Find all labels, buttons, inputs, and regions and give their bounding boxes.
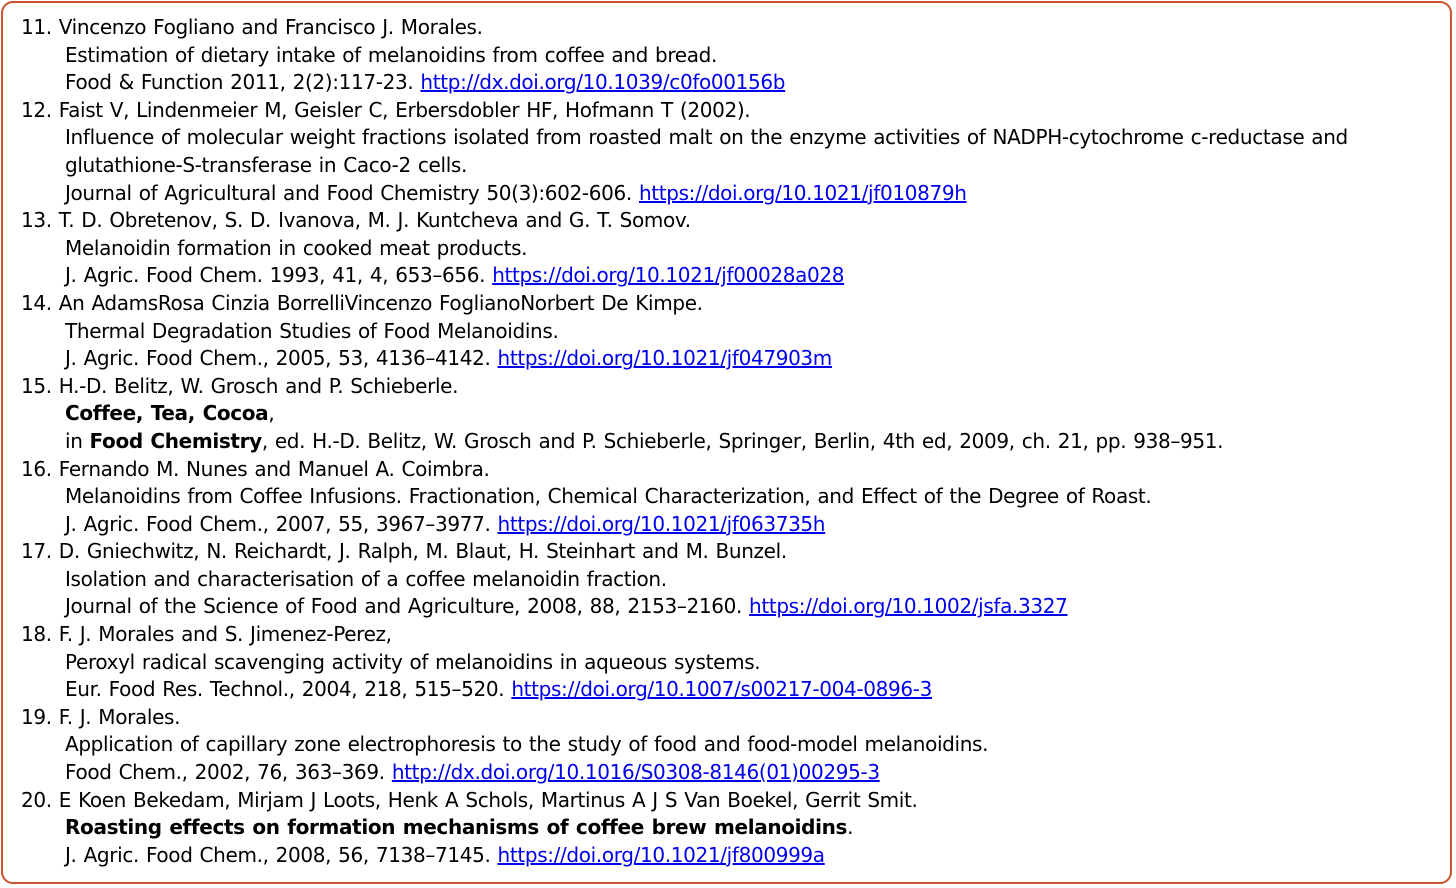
reference-title: Isolation and characterisation of a coffee melanoidin fraction. [65,566,667,591]
title-punctuation: , [268,401,275,426]
reference-authors: T. D. Obretenov, S. D. Ivanova, M. J. Kuntcheva and G. T. Somov. [58,208,691,233]
reference-title: Roasting effects on formation mechanisms of coffee brew melanoidins [65,815,848,840]
reference-source: Food Chem., 2002, 76, 363–369. [65,760,385,785]
reference-title: Application of capillary zone electrophoresis to the study of food and food-model melanoidins. [65,732,989,757]
reference-number: 17. [21,539,52,564]
reference-number: 14. [21,290,52,315]
reference-source: Food & Function 2011, 2(2):117-23. [65,70,414,95]
reference-title: Melanoidins from Coffee Infusions. Fractionation, Chemical Characterization, and Effect of the Degree of Roast. [65,484,1152,509]
reference-number: 19. [21,704,52,729]
reference-authors: H.-D. Belitz, W. Grosch and P. Schieberle. [58,373,459,398]
reference-authors: Faist V, Lindenmeier M, Geisler C, Erbersdobler HF, Hofmann T (2002). [58,97,751,122]
reference-title: Influence of molecular weight fractions isolated from roasted malt on the enzyme activities of NADPH-cytochrome c-reductase and glutathione-S-transferase in Caco-2 cells. [65,125,1348,177]
reference-item [21,704,1441,787]
doi-link[interactable]: https://doi.org/10.1021/jf00028a028 [492,263,845,288]
reference-authors: Fernando M. Nunes and Manuel A. Coimbra. [58,456,490,481]
reference-source: Journal of the Science of Food and Agriculture, 2008, 88, 2153–2160. [65,594,743,619]
reference-authors: E Koen Bekedam, Mirjam J Loots, Henk A Schols, Martinus A J S Van Boekel, Gerrit Smit. [58,787,918,812]
doi-link[interactable]: https://doi.org/10.1021/jf800999a [497,842,825,867]
reference-item [21,456,1441,539]
reference-source: Eur. Food Res. Technol., 2004, 218, 515–520. [65,677,505,702]
reference-source: J. Agric. Food Chem., 2007, 55, 3967–3977. [65,511,491,536]
reference-item [21,290,1441,373]
reference-source: J. Agric. Food Chem. 1993, 41, 4, 653–656. [65,263,486,288]
doi-link[interactable]: http://dx.doi.org/10.1039/c0fo00156b [420,70,786,95]
source-prefix: in [65,428,90,453]
reference-authors: Vincenzo Fogliano and Francisco J. Morales. [58,15,483,39]
reference-number: 18. [21,622,52,647]
reference-number: 20. [21,787,52,812]
doi-link[interactable]: https://doi.org/10.1021/jf010879h [638,180,967,205]
reference-title: Melanoidin formation in cooked meat products. [65,235,528,260]
reference-authors: An AdamsRosa Cinzia BorrelliVincenzo FoglianoNorbert De Kimpe. [58,290,703,315]
reference-authors: F. J. Morales. [58,704,181,729]
reference-title: Estimation of dietary intake of melanoidins from coffee and bread. [65,42,717,67]
reference-item [21,621,1441,704]
reference-source: J. Agric. Food Chem., 2008, 56, 7138–7145. [65,842,491,867]
reference-source: J. Agric. Food Chem., 2005, 53, 4136–4142. [65,346,491,371]
reference-title: Thermal Degradation Studies of Food Melanoidins. [65,318,559,343]
book-title: Food Chemistry [89,428,262,453]
reference-number: 11. [21,15,52,39]
doi-link[interactable]: https://doi.org/10.1007/s00217-004-0896-3 [511,677,932,702]
reference-authors: D. Gniechwitz, N. Reichardt, J. Ralph, M. Blaut, H. Steinhart and M. Bunzel. [58,539,787,564]
reference-title: Coffee, Tea, Cocoa [65,401,269,426]
reference-number: 16. [21,456,52,481]
reference-item [21,538,1441,621]
reference-source: Journal of Agricultural and Food Chemistry 50(3):602-606. [65,180,632,205]
doi-link[interactable]: https://doi.org/10.1002/jsfa.3327 [749,594,1068,619]
reference-item [21,97,1441,207]
reference-item [21,787,1441,870]
reference-item [21,14,1441,97]
doi-link[interactable]: http://dx.doi.org/10.1016/S0308-8146(01)00295-3 [391,760,880,785]
title-punctuation: . [847,815,854,840]
reference-number: 12. [21,97,52,122]
reference-number: 13. [21,208,52,233]
reference-title: Peroxyl radical scavenging activity of melanoidins in aqueous systems. [65,649,761,674]
reference-list [21,14,1441,869]
reference-item [21,373,1441,456]
reference-item [21,207,1441,290]
reference-source: , ed. H.-D. Belitz, W. Grosch and P. Schieberle, Springer, Berlin, 4th ed, 2009, ch. 21, pp. 938–951. [261,428,1224,453]
reference-number: 15. [21,373,52,398]
reference-authors: F. J. Morales and S. Jimenez-Perez, [58,622,392,647]
doi-link[interactable]: https://doi.org/10.1021/jf047903m [497,346,832,371]
doi-link[interactable]: https://doi.org/10.1021/jf063735h [497,511,826,536]
